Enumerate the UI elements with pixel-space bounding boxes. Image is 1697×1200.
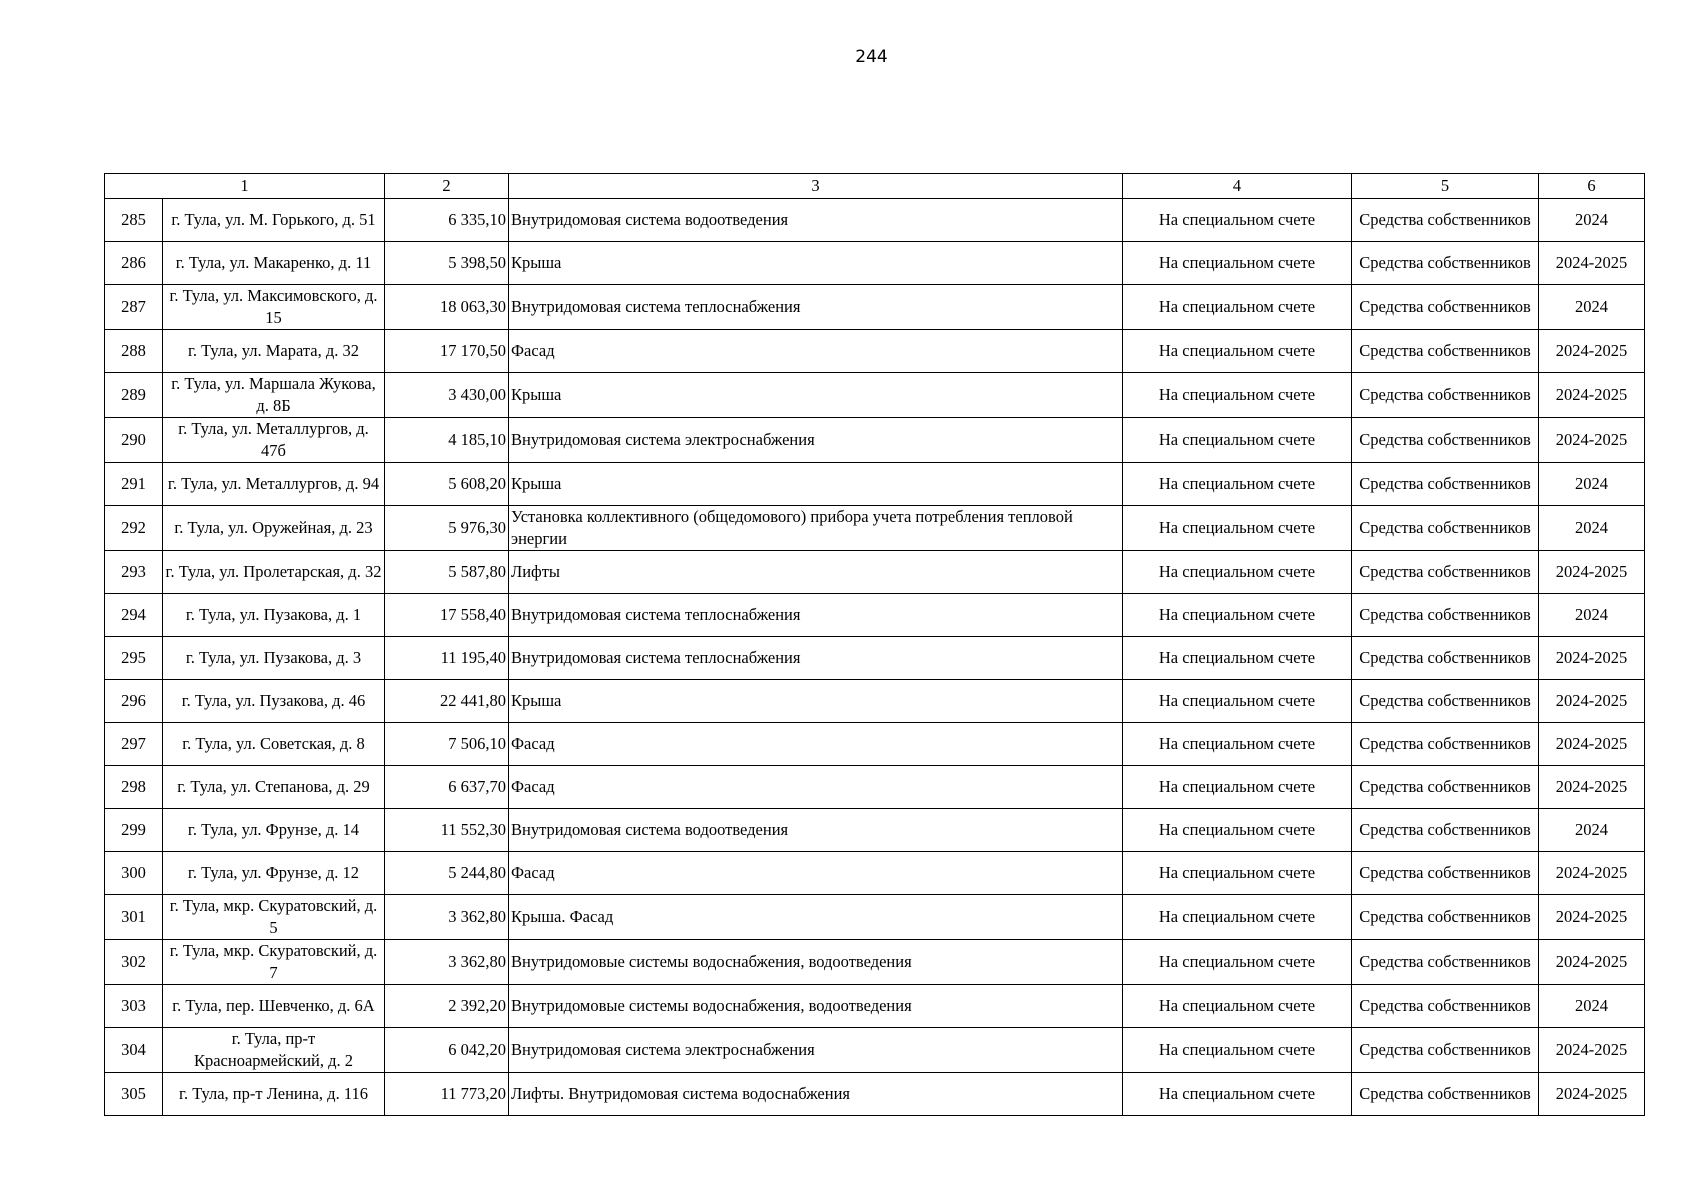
address-cell: г. Тула, пер. Шевченко, д. 6А — [163, 985, 385, 1028]
years-cell: 2024 — [1539, 285, 1645, 330]
address-cell: г. Тула, ул. Пузакова, д. 46 — [163, 680, 385, 723]
funding-source-cell: Средства собственников — [1352, 940, 1539, 985]
address-cell: г. Тула, ул. Советская, д. 8 — [163, 723, 385, 766]
work-type-cell: Внутридомовая система теплоснабжения — [509, 637, 1123, 680]
address-cell: г. Тула, пр-т Красноармейский, д. 2 — [163, 1028, 385, 1073]
funding-source-cell: Средства собственников — [1352, 637, 1539, 680]
area-cell: 4 185,10 — [385, 418, 509, 463]
address-cell: г. Тула, ул. М. Горького, д. 51 — [163, 199, 385, 242]
table-row — [105, 551, 1645, 594]
account-cell: На специальном счете — [1123, 940, 1352, 985]
funding-source-cell: Средства собственников — [1352, 418, 1539, 463]
address-cell: г. Тула, ул. Фрунзе, д. 12 — [163, 852, 385, 895]
account-cell: На специальном счете — [1123, 594, 1352, 637]
funding-source-cell: Средства собственников — [1352, 506, 1539, 551]
area-cell: 18 063,30 — [385, 285, 509, 330]
address-cell: г. Тула, ул. Металлургов, д. 47б — [163, 418, 385, 463]
table-row — [105, 895, 1645, 940]
row-number: 298 — [105, 766, 163, 809]
work-type-cell: Крыша — [509, 680, 1123, 723]
column-header-5: 5 — [1352, 174, 1539, 199]
funding-source-cell: Средства собственников — [1352, 680, 1539, 723]
years-cell: 2024 — [1539, 199, 1645, 242]
account-cell: На специальном счете — [1123, 766, 1352, 809]
work-type-cell: Внутридомовые системы водоснабжения, водоотведения — [509, 985, 1123, 1028]
account-cell: На специальном счете — [1123, 637, 1352, 680]
funding-source-cell: Средства собственников — [1352, 330, 1539, 373]
work-type-cell: Крыша. Фасад — [509, 895, 1123, 940]
account-cell: На специальном счете — [1123, 1028, 1352, 1073]
row-number: 296 — [105, 680, 163, 723]
row-number: 295 — [105, 637, 163, 680]
address-cell: г. Тула, ул. Степанова, д. 29 — [163, 766, 385, 809]
years-cell: 2024 — [1539, 463, 1645, 506]
funding-source-cell: Средства собственников — [1352, 766, 1539, 809]
years-cell: 2024-2025 — [1539, 852, 1645, 895]
years-cell: 2024-2025 — [1539, 766, 1645, 809]
account-cell: На специальном счете — [1123, 330, 1352, 373]
row-number: 303 — [105, 985, 163, 1028]
work-type-cell: Фасад — [509, 330, 1123, 373]
area-cell: 11 552,30 — [385, 809, 509, 852]
account-cell: На специальном счете — [1123, 551, 1352, 594]
years-cell: 2024-2025 — [1539, 551, 1645, 594]
area-cell: 6 637,70 — [385, 766, 509, 809]
work-type-cell: Крыша — [509, 242, 1123, 285]
area-cell: 17 558,40 — [385, 594, 509, 637]
address-cell: г. Тула, ул. Макаренко, д. 11 — [163, 242, 385, 285]
area-cell: 6 042,20 — [385, 1028, 509, 1073]
row-number: 299 — [105, 809, 163, 852]
table-row — [105, 199, 1645, 242]
address-cell: г. Тула, ул. Фрунзе, д. 14 — [163, 809, 385, 852]
table-row — [105, 285, 1645, 330]
funding-source-cell: Средства собственников — [1352, 199, 1539, 242]
account-cell: На специальном счете — [1123, 680, 1352, 723]
row-number: 300 — [105, 852, 163, 895]
row-number: 288 — [105, 330, 163, 373]
funding-source-cell: Средства собственников — [1352, 1073, 1539, 1116]
repair-program-table — [104, 173, 1645, 1116]
account-cell: На специальном счете — [1123, 723, 1352, 766]
years-cell: 2024-2025 — [1539, 723, 1645, 766]
years-cell: 2024 — [1539, 809, 1645, 852]
years-cell: 2024-2025 — [1539, 330, 1645, 373]
address-cell: г. Тула, мкр. Скуратовский, д. 7 — [163, 940, 385, 985]
table-row — [105, 985, 1645, 1028]
funding-source-cell: Средства собственников — [1352, 551, 1539, 594]
work-type-cell: Фасад — [509, 766, 1123, 809]
work-type-cell: Крыша — [509, 463, 1123, 506]
column-header-3: 3 — [509, 174, 1123, 199]
table-row — [105, 1073, 1645, 1116]
years-cell: 2024 — [1539, 594, 1645, 637]
row-number: 301 — [105, 895, 163, 940]
account-cell: На специальном счете — [1123, 463, 1352, 506]
account-cell: На специальном счете — [1123, 809, 1352, 852]
work-type-cell: Фасад — [509, 723, 1123, 766]
table-row — [105, 637, 1645, 680]
years-cell: 2024-2025 — [1539, 680, 1645, 723]
row-number: 305 — [105, 1073, 163, 1116]
account-cell: На специальном счете — [1123, 852, 1352, 895]
account-cell: На специальном счете — [1123, 895, 1352, 940]
work-type-cell: Внутридомовая система водоотведения — [509, 809, 1123, 852]
work-type-cell: Внутридомовая система теплоснабжения — [509, 285, 1123, 330]
address-cell: г. Тула, мкр. Скуратовский, д. 5 — [163, 895, 385, 940]
account-cell: На специальном счете — [1123, 1073, 1352, 1116]
account-cell: На специальном счете — [1123, 418, 1352, 463]
table-row — [105, 680, 1645, 723]
years-cell: 2024 — [1539, 985, 1645, 1028]
table-row — [105, 852, 1645, 895]
funding-source-cell: Средства собственников — [1352, 373, 1539, 418]
row-number: 294 — [105, 594, 163, 637]
area-cell: 2 392,20 — [385, 985, 509, 1028]
table-header-row — [105, 174, 1645, 199]
row-number: 297 — [105, 723, 163, 766]
area-cell: 5 398,50 — [385, 242, 509, 285]
funding-source-cell: Средства собственников — [1352, 242, 1539, 285]
years-cell: 2024 — [1539, 506, 1645, 551]
account-cell: На специальном счете — [1123, 242, 1352, 285]
table-row — [105, 373, 1645, 418]
account-cell: На специальном счете — [1123, 985, 1352, 1028]
years-cell: 2024-2025 — [1539, 418, 1645, 463]
row-number: 285 — [105, 199, 163, 242]
account-cell: На специальном счете — [1123, 285, 1352, 330]
table-row — [105, 330, 1645, 373]
address-cell: г. Тула, ул. Пузакова, д. 1 — [163, 594, 385, 637]
page-number: 244 — [855, 47, 888, 67]
area-cell: 3 430,00 — [385, 373, 509, 418]
area-cell: 3 362,80 — [385, 940, 509, 985]
row-number: 291 — [105, 463, 163, 506]
table-row — [105, 809, 1645, 852]
years-cell: 2024-2025 — [1539, 1028, 1645, 1073]
area-cell: 17 170,50 — [385, 330, 509, 373]
account-cell: На специальном счете — [1123, 506, 1352, 551]
row-number: 286 — [105, 242, 163, 285]
area-cell: 5 587,80 — [385, 551, 509, 594]
address-cell: г. Тула, пр-т Ленина, д. 116 — [163, 1073, 385, 1116]
address-cell: г. Тула, ул. Оружейная, д. 23 — [163, 506, 385, 551]
funding-source-cell: Средства собственников — [1352, 285, 1539, 330]
years-cell: 2024-2025 — [1539, 895, 1645, 940]
funding-source-cell: Средства собственников — [1352, 1028, 1539, 1073]
area-cell: 11 195,40 — [385, 637, 509, 680]
years-cell: 2024-2025 — [1539, 242, 1645, 285]
account-cell: На специальном счете — [1123, 199, 1352, 242]
work-type-cell: Внутридомовая система теплоснабжения — [509, 594, 1123, 637]
column-header-4: 4 — [1123, 174, 1352, 199]
area-cell: 7 506,10 — [385, 723, 509, 766]
years-cell: 2024-2025 — [1539, 637, 1645, 680]
work-type-cell: Внутридомовая система электроснабжения — [509, 1028, 1123, 1073]
column-header-6: 6 — [1539, 174, 1645, 199]
work-type-cell: Фасад — [509, 852, 1123, 895]
row-number: 289 — [105, 373, 163, 418]
funding-source-cell: Средства собственников — [1352, 594, 1539, 637]
row-number: 293 — [105, 551, 163, 594]
funding-source-cell: Средства собственников — [1352, 852, 1539, 895]
work-type-cell: Внутридомовая система электроснабжения — [509, 418, 1123, 463]
work-type-cell: Установка коллективного (общедомового) прибора учета потребления тепловой энергии — [509, 506, 1123, 551]
years-cell: 2024-2025 — [1539, 1073, 1645, 1116]
address-cell: г. Тула, ул. Пролетарская, д. 32 — [163, 551, 385, 594]
table-row — [105, 418, 1645, 463]
area-cell: 3 362,80 — [385, 895, 509, 940]
years-cell: 2024-2025 — [1539, 940, 1645, 985]
table-row — [105, 940, 1645, 985]
table-row — [105, 766, 1645, 809]
area-cell: 5 976,30 — [385, 506, 509, 551]
address-cell: г. Тула, ул. Максимовского, д. 15 — [163, 285, 385, 330]
work-type-cell: Лифты. Внутридомовая система водоснабжения — [509, 1073, 1123, 1116]
area-cell: 11 773,20 — [385, 1073, 509, 1116]
account-cell: На специальном счете — [1123, 373, 1352, 418]
table-row — [105, 723, 1645, 766]
work-type-cell: Внутридомовая система водоотведения — [509, 199, 1123, 242]
area-cell: 5 608,20 — [385, 463, 509, 506]
column-header-1: 1 — [105, 174, 385, 199]
area-cell: 5 244,80 — [385, 852, 509, 895]
table-row — [105, 506, 1645, 551]
row-number: 287 — [105, 285, 163, 330]
funding-source-cell: Средства собственников — [1352, 723, 1539, 766]
row-number: 290 — [105, 418, 163, 463]
table-row — [105, 463, 1645, 506]
row-number: 292 — [105, 506, 163, 551]
area-cell: 22 441,80 — [385, 680, 509, 723]
table-row — [105, 242, 1645, 285]
table-row — [105, 594, 1645, 637]
address-cell: г. Тула, ул. Пузакова, д. 3 — [163, 637, 385, 680]
column-header-2: 2 — [385, 174, 509, 199]
address-cell: г. Тула, ул. Металлургов, д. 94 — [163, 463, 385, 506]
work-type-cell: Лифты — [509, 551, 1123, 594]
address-cell: г. Тула, ул. Марата, д. 32 — [163, 330, 385, 373]
row-number: 304 — [105, 1028, 163, 1073]
funding-source-cell: Средства собственников — [1352, 985, 1539, 1028]
funding-source-cell: Средства собственников — [1352, 809, 1539, 852]
work-type-cell: Внутридомовые системы водоснабжения, водоотведения — [509, 940, 1123, 985]
area-cell: 6 335,10 — [385, 199, 509, 242]
address-cell: г. Тула, ул. Маршала Жукова, д. 8Б — [163, 373, 385, 418]
funding-source-cell: Средства собственников — [1352, 463, 1539, 506]
work-type-cell: Крыша — [509, 373, 1123, 418]
years-cell: 2024-2025 — [1539, 373, 1645, 418]
row-number: 302 — [105, 940, 163, 985]
funding-source-cell: Средства собственников — [1352, 895, 1539, 940]
table-row — [105, 1028, 1645, 1073]
